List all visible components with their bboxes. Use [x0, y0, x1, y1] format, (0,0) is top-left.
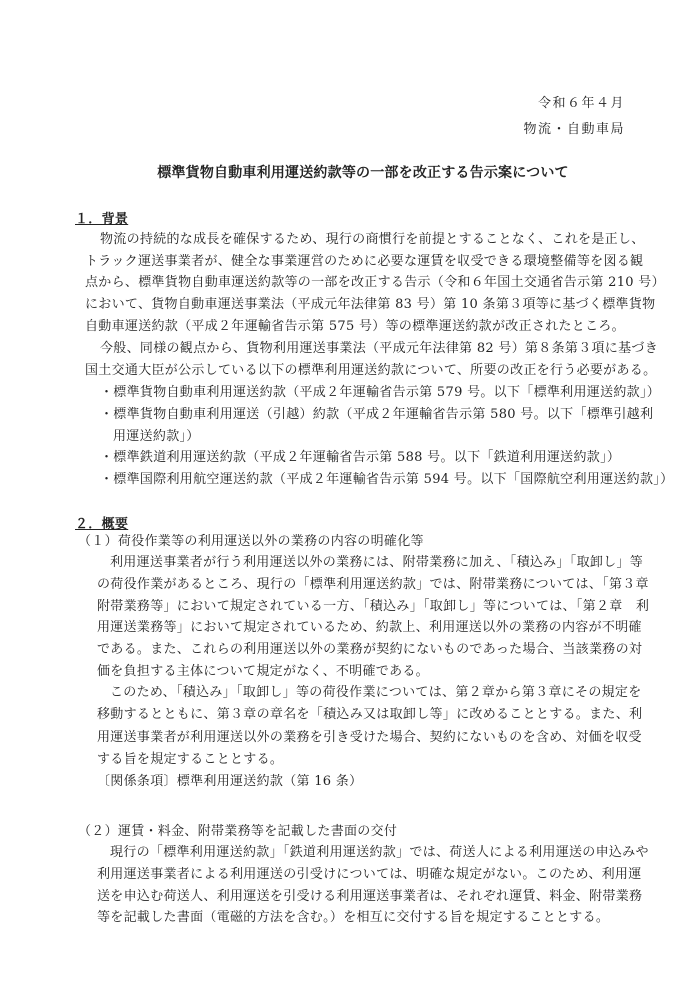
subsection-heading: （２）運賃・料金、附帯業務等を記載した書面の交付 [78, 824, 398, 839]
paragraph-line: このため、「積込み」「取卸し」等の荷役作業については、第２章から第３章にその規定を [110, 685, 642, 700]
paragraph-line: 国土交通大臣が公示している以下の標準利用運送約款について、所要の改正を行う必要がある。 [85, 363, 657, 378]
related-provisions: 〔関係条項〕標準利用運送約款（第 16 条） [97, 774, 363, 789]
bullet-item: ・標準国際利用航空運送約款（平成２年運輸省告示第 594 号。以下「国際航空利用運送約款」） [100, 472, 674, 487]
paragraph-line: 今般、同様の観点から、貨物利用運送事業法（平成元年法律第 82 号）第８条第３項に基づき [100, 341, 659, 356]
paragraph-line: 用運送業務等」において規定されているため、約款上、利用運送以外の業務の内容が不明確 [97, 620, 642, 635]
document-title: 標準貨物自動車利用運送約款等の一部を改正する告示案について [157, 165, 569, 181]
paragraph-line: 用運送事業者が利用運送以外の業務を引き受けた場合、契約にないものを含め、対価を収受 [97, 730, 642, 745]
paragraph-line: 物流の持続的な成長を確保するため、現行の商慣行を前提とすることなく、これを是正し、 [100, 232, 645, 247]
paragraph-line: において、貨物自動車運送事業法（平成元年法律第 83 号）第 10 条第３項等に基づく標準貨物 [85, 297, 656, 312]
bullet-item: ・標準鉄道利用運送約款（平成２年運輸省告示第 588 号。以下「鉄道利用運送約款」） [100, 450, 621, 465]
paragraph-line: 自動車運送約款（平成２年運輸省告示第 575 号）等の標準運送約款が改正されたところ。 [85, 319, 625, 334]
bullet-item: ・標準貨物自動車利用運送約款（平成２年運輸省告示第 579 号。以下「標準利用運送約款」） [100, 385, 661, 400]
paragraph-line: 現行の「標準利用運送約款」「鉄道利用運送約款」では、荷送人による利用運送の申込みや [110, 845, 649, 860]
paragraph-line: 点から、標準貨物自動車運送約款等の一部を改正する告示（令和６年国土交通省告示第 210 号） [85, 275, 665, 290]
paragraph-line: 等を記載した書面（電磁的方法を含む。）を相互に交付する旨を規定することとする。 [97, 910, 610, 925]
paragraph-line: する旨を規定することとする。 [97, 752, 284, 767]
paragraph-line: 附帯業務等」において規定されている一方、「積込み」「取卸し」等については、「第２章 利 [97, 599, 650, 614]
issuing-department: 物流・自動車局 [523, 122, 625, 137]
bullet-item-continuation: 用運送約款」） [113, 429, 200, 444]
paragraph-line: の荷役作業があるところ、現行の「標準利用運送約款」では、附帯業務については、「第３章 [97, 577, 649, 592]
subsection-heading: （１）荷役作業等の利用運送以外の業務の内容の明確化等 [78, 534, 424, 549]
bullet-item: ・標準貨物自動車利用運送（引越）約款（平成２年運輸省告示第 580 号。以下「標準引越利 [100, 407, 654, 422]
paragraph-line: 価を負担する主体について規定がなく、不明確である。 [97, 664, 429, 679]
paragraph-line: 移動するとともに、第３章の章名を「積込み又は取卸し等」に改めることとする。また、利 [97, 707, 643, 722]
paragraph-line: 利用運送事業者が行う利用運送以外の業務には、附帯業務に加え、「積込み」「取卸し」等 [110, 555, 644, 570]
paragraph-line: 送を申込む荷送人、利用運送を引受ける利用運送事業者は、それぞれ運賃、料金、附帯業務 [97, 889, 643, 904]
paragraph-line: である。また、これらの利用運送以外の業務が契約にないものであった場合、当該業務の対 [97, 642, 643, 657]
paragraph-line: トラック運送事業者が、健全な事業運営のために必要な運賃を収受できる環境整備等を図る観 [85, 254, 644, 269]
paragraph-line: 利用運送事業者による利用運送の引受けについては、明確な規定がない。このため、利用運 [97, 867, 642, 882]
document-date: 令和６年４月 [537, 96, 625, 111]
section-heading-overview: ２．概要 [75, 517, 129, 532]
section-heading-background: １．背景 [75, 212, 129, 227]
